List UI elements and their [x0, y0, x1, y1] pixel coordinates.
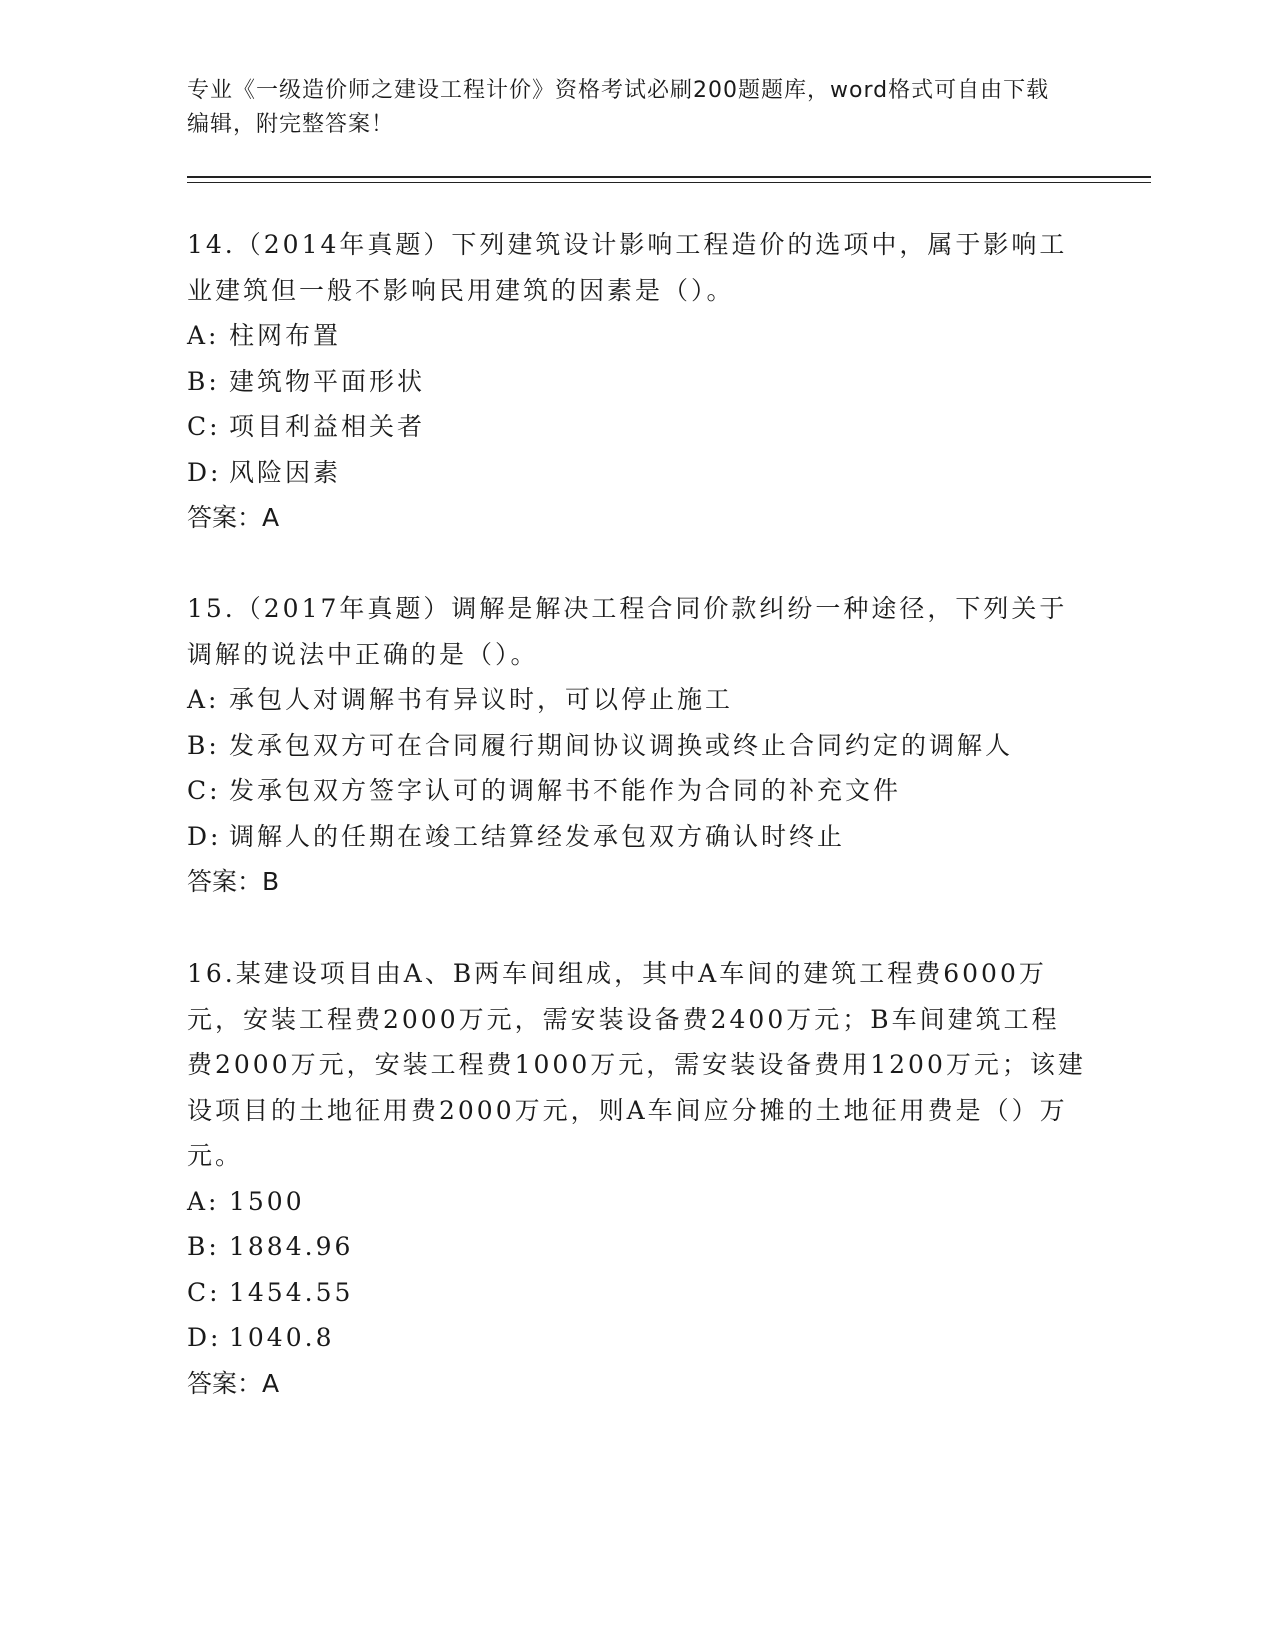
option-letter: B:: [187, 366, 220, 396]
option-letter: A:: [187, 685, 220, 714]
option-letter: C:: [187, 1277, 221, 1307]
answer-line: 答案：A: [187, 503, 280, 532]
option-c: [187, 768, 1087, 814]
option-text: 1040.8: [229, 1323, 335, 1352]
header-divider-thin: [187, 182, 1151, 183]
option-letter: C:: [187, 412, 221, 441]
answer-line: 答案：B: [187, 867, 280, 896]
option-text: 项目利益相关者: [229, 412, 426, 441]
question-stem: 15.（2017年真题）调解是解决工程合同价款纠纷一种途径，下列关于调解的说法中正确的是（）。: [187, 594, 1068, 669]
question-14: [187, 222, 1087, 541]
option-letter: D:: [187, 1323, 222, 1352]
option-letter: A:: [187, 321, 220, 350]
option-a: [187, 1179, 1087, 1225]
option-b: [187, 723, 1087, 769]
question-16: [187, 951, 1087, 1406]
header-divider-thick: [187, 176, 1151, 178]
option-d: [187, 450, 1087, 496]
option-text: 调解人的任期在竣工结算经发承包双方确认时终止: [229, 821, 846, 851]
question-stem: 16.某建设项目由A、B两车间组成，其中A车间的建筑工程费6000万元，安装工程费2000万元，需安装设备费2400万元；B车间建筑工程费2000万元，安装工程费1000万元，需安装设备费用1200万元；该建设项目的土地征用费2000万元，则A车间应分摊的土地征用费是（）万元。: [187, 959, 1086, 1170]
option-c: [187, 1270, 1087, 1316]
option-d: [187, 1315, 1087, 1361]
option-a: [187, 677, 1087, 723]
option-text: 发承包双方可在合同履行期间协议调换或终止合同约定的调解人: [229, 730, 1014, 760]
option-letter: B:: [187, 730, 220, 760]
option-letter: D:: [187, 821, 222, 851]
option-b: [187, 359, 1087, 405]
option-text: 建筑物平面形状: [229, 366, 426, 396]
option-text: 柱网布置: [229, 321, 342, 350]
document-header: 专业《一级造价师之建设工程计价》资格考试必刷200题题库，word格式可自由下载编辑，附完整答案！: [187, 78, 1050, 137]
option-d: [187, 814, 1087, 860]
option-letter: B:: [187, 1232, 220, 1261]
option-text: 承包人对调解书有异议时，可以停止施工: [229, 685, 734, 714]
option-letter: A:: [187, 1186, 220, 1216]
question-stem: 14.（2014年真题）下列建筑设计影响工程造价的选项中，属于影响工业建筑但一般不影响民用建筑的因素是（）。: [187, 230, 1068, 305]
option-text: 1454.55: [229, 1277, 354, 1307]
question-15: [187, 586, 1087, 905]
option-c: [187, 404, 1087, 450]
answer-line: 答案：A: [187, 1368, 280, 1398]
option-b: [187, 1224, 1087, 1270]
option-letter: D:: [187, 457, 222, 487]
option-text: 风险因素: [229, 457, 342, 487]
option-text: 1500: [229, 1186, 305, 1216]
option-letter: C:: [187, 776, 221, 805]
option-text: 发承包双方签字认可的调解书不能作为合同的补充文件: [229, 776, 902, 805]
option-a: [187, 313, 1087, 359]
option-text: 1884.96: [229, 1232, 354, 1261]
